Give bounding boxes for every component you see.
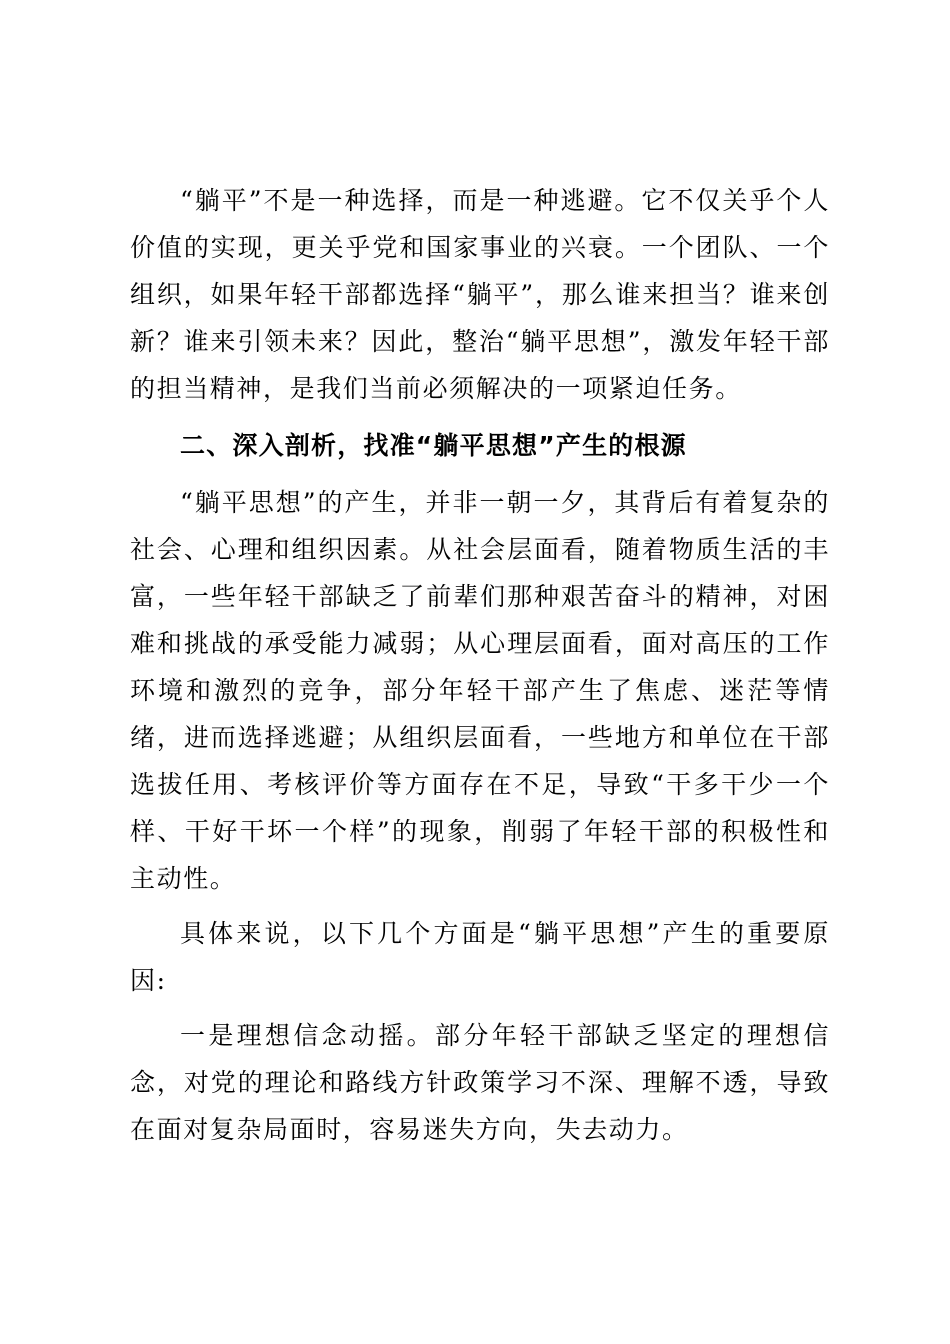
document-body [130, 177, 830, 1153]
section-heading: 二、深入剖析，找准“躺平思想”产生的根源 [180, 431, 687, 460]
paragraph-lying-flat-escape: “躺平”不是一种选择，而是一种逃避。它不仅关乎个人价值的实现，更关乎党和国家事业的兴衰。一个团队、一个组织，如果年轻干部都选择“躺平”，那么谁来担当？谁来创新？谁来引领未来？因此，整治“躺平思想”，激发年轻干部的担当精神，是我们当前必须解决的一项紧迫任务。 [130, 186, 830, 403]
paragraph-root-causes: “躺平思想”的产生，并非一朝一夕，其背后有着复杂的社会、心理和组织因素。从社会层面看，随着物质生活的丰富，一些年轻干部缺乏了前辈们那种艰苦奋斗的精神，对困难和挑战的承受能力减弱；从心理层面看，面对高压的工作环境和激烈的竞争，部分年轻干部产生了焦虑、迷茫等情绪，进而选择逃避；从组织层面看，一些地方和单位在干部选拔任用、考核评价等方面存在不足，导致“干多干少一个样、干好干坏一个样”的现象，削弱了年轻干部的积极性和主动性。 [130, 488, 830, 893]
paragraph-reason-one: 一是理想信念动摇。部分年轻干部缺乏坚定的理想信念，对党的理论和路线方针政策学习不深、理解不透，导致在面对复杂局面时，容易迷失方向，失去动力。 [130, 1021, 830, 1144]
paragraph-specific-reasons-intro: 具体来说，以下几个方面是“躺平思想”产生的重要原因: [130, 919, 830, 995]
